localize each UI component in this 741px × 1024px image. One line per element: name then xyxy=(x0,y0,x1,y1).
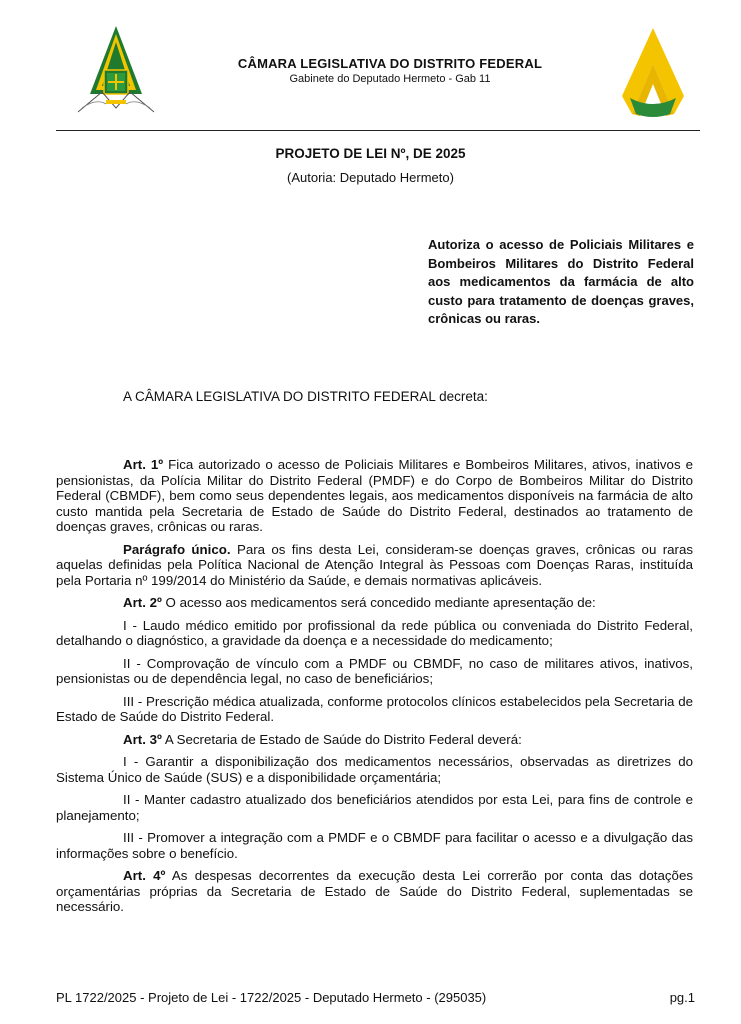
item-text: III - Promover a integração com a PMDF e o CBMDF para facilitar o acesso e a divulgação das informações sobre o benefício. xyxy=(56,830,693,861)
article-1-sole-paragraph xyxy=(56,542,693,589)
item-text: III - Prescrição médica atualizada, conforme protocolos clínicos estabelecidos pela Secretaria de Estado de Saúde do Distrito Federal. xyxy=(56,693,693,724)
header-divider xyxy=(56,130,700,131)
article-3-item-2 xyxy=(56,792,693,823)
article-3-item-1 xyxy=(56,754,693,785)
document-title: PROJETO DE LEI Nº, DE 2025 xyxy=(275,146,466,161)
article-2-item-2 xyxy=(56,656,693,687)
article-2-item-1 xyxy=(56,618,693,649)
article-label: Art. 2º xyxy=(123,595,162,610)
item-text: I - Garantir a disponibilização dos medicamentos necessários, observadas as diretrizes do Sistema Único de Saúde (SUS) e a disponibilidade orçamentária; xyxy=(56,754,693,785)
article-1 xyxy=(56,457,693,535)
footer-reference: PL 1722/2025 - Projeto de Lei - 1722/2025 - Deputado Hermeto - (295035) xyxy=(56,990,487,1005)
article-text: A Secretaria de Estado de Saúde do Distrito Federal deverá: xyxy=(161,731,522,747)
ementa: Autoriza o acesso de Policiais Militares e Bombeiros Militares do Distrito Federal aos medicamentos da farmácia de alto custo para tratamento de doenças graves, crônicas ou raras. xyxy=(428,237,694,326)
article-2 xyxy=(56,595,693,611)
article-4 xyxy=(56,868,693,915)
office-name: Gabinete do Deputado Hermeto - Gab 11 xyxy=(289,73,491,85)
item-text: II - Manter cadastro atualizado dos beneficiários atendidos por esta Lei, para fins de controle e planejamento; xyxy=(56,792,693,823)
item-text: II - Comprovação de vínculo com a PMDF ou CBMDF, no caso de militares ativos, inativos, pensionistas ou de dependência legal, no caso de beneficiários; xyxy=(56,655,693,686)
article-text: O acesso aos medicamentos será concedido mediante apresentação de: xyxy=(161,595,596,610)
article-text: As despesas decorrentes da execução desta Lei correrão por conta das dotações orçamentárias próprias da Secretaria de Estado de Saúde do Distrito Federal, suplementadas se necessário. xyxy=(56,868,693,914)
article-label: Art. 3º xyxy=(123,731,162,747)
preamble: A CÂMARA LEGISLATIVA DO DISTRITO FEDERAL decreta: xyxy=(123,389,488,404)
document-authorship: (Autoria: Deputado Hermeto) xyxy=(287,170,454,185)
brasilia-coat-of-arms-icon xyxy=(76,24,156,118)
article-2-item-3 xyxy=(56,694,693,725)
institution-name: CÂMARA LEGISLATIVA DO DISTRITO FEDERAL xyxy=(237,56,543,71)
article-label: Parágrafo único. xyxy=(123,541,231,557)
article-label: Art. 1º xyxy=(123,457,164,472)
article-3 xyxy=(56,732,693,748)
article-text: Para os fins desta Lei, consideram-se doenças graves, crônicas ou raras aquelas definidas pela Política Nacional de Atenção Integral às Pessoas com Doenças Raras, instituída pela Portaria nº 199/2014 do Ministério da Saúde, e demais normativas aplicáveis. xyxy=(56,541,694,588)
articles-body xyxy=(56,457,693,922)
article-3-item-3 xyxy=(56,830,693,861)
page-number: pg.1 xyxy=(669,990,695,1005)
article-text: Fica autorizado o acesso de Policiais Militares e Bombeiros Militares, ativos, inativos e pensionistas, da Polícia Militar do Distrito Federal (PMDF) e do Corpo de Bombeiros Militar do Distrito Federal (CBMDF), bem como seus dependentes legais, aos medicamentos disponíveis na farmácia de alto custo mantida pela Secretaria de Estado de Saúde do Distrito Federal, destinados ao tratamento de doenças graves, crônicas ou raras. xyxy=(56,457,693,534)
article-label: Art. 4º xyxy=(123,868,166,883)
cldf-logo-icon xyxy=(620,26,686,118)
item-text: I - Laudo médico emitido por profissional da rede pública ou conveniada do Distrito Federal, detalhando o diagnóstico, a gravidade da doença e a necessidade do medicamento; xyxy=(56,617,693,648)
letterhead xyxy=(180,56,600,85)
